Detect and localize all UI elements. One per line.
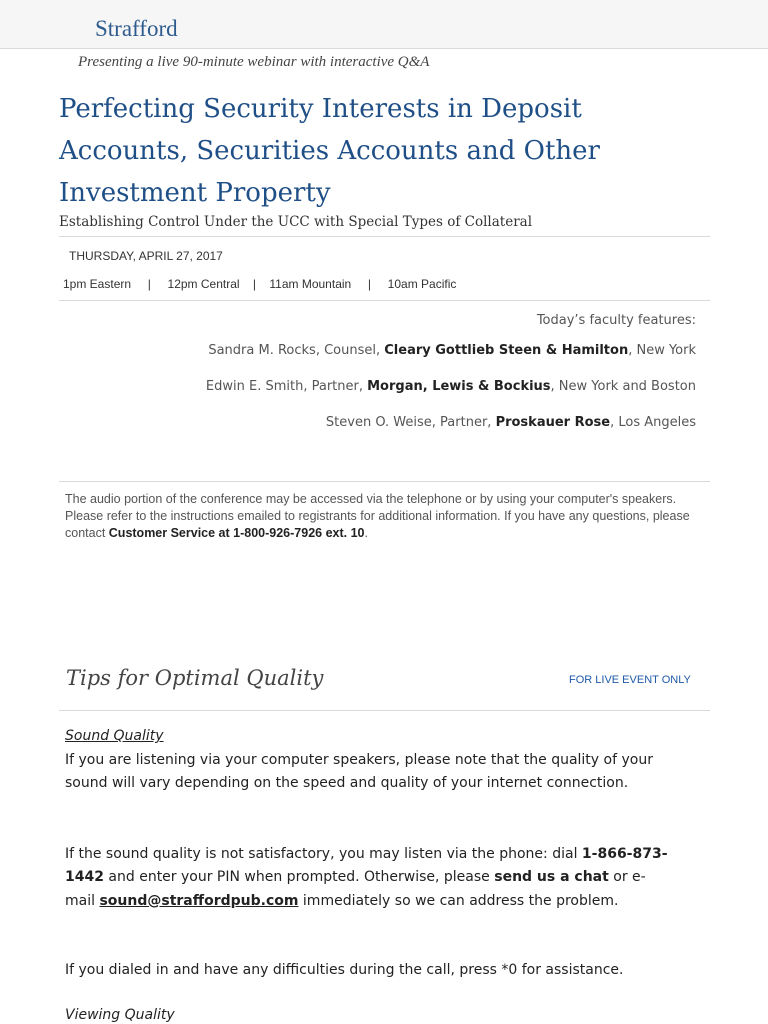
top-bar <box>0 0 768 49</box>
sound-paragraph-3: If you dialed in and have any difficulties during the call, press *0 for assistance. <box>65 962 624 978</box>
faculty-firm: Proskauer Rose <box>495 415 611 430</box>
sound-p2-text: or e-mail <box>65 869 646 909</box>
sound-p2-text: and enter your PIN when prompted. Otherwise, please <box>103 869 495 886</box>
webinar-subtitle: Establishing Control Under the UCC with Special Types of Collateral <box>59 214 533 230</box>
faculty-location: , New York <box>628 343 696 358</box>
time-eastern: 1pm Eastern <box>63 277 132 291</box>
time-separator: | <box>147 277 151 291</box>
time-pacific: 10am Pacific <box>387 277 457 291</box>
presenting-tagline: Presenting a live 90-minute webinar with interactive Q&A <box>78 54 430 70</box>
send-chat-link[interactable]: send us a chat <box>494 869 609 886</box>
tips-title: Tips for Optimal Quality <box>66 666 324 690</box>
webinar-title: Perfecting Security Interests in Deposit Accounts, Securities Accounts and Other Investment Property <box>59 94 600 208</box>
sound-email-link[interactable]: sound@straffordpub.com <box>99 892 299 909</box>
faculty-name-role: Edwin E. Smith, Partner, <box>205 379 368 394</box>
faculty-location: , New York and Boston <box>550 379 696 394</box>
faculty-firm: Morgan, Lewis & Bockius <box>367 379 551 394</box>
time-separator: | <box>252 277 257 291</box>
faculty-member <box>208 343 696 358</box>
divider <box>59 236 710 237</box>
faculty-name-role: Steven O. Weise, Partner, <box>325 415 496 430</box>
faculty-member <box>206 379 696 394</box>
viewing-quality-heading: Viewing Quality <box>65 1007 175 1023</box>
audio-note-text: The audio portion of the conference may be accessed via the telephone or by using your computer's speakers. Please refer to the instructions emailed to registrants for additional information. If you have any questions, please contact <box>65 492 690 540</box>
faculty-intro: Today’s faculty features: <box>536 313 696 328</box>
sound-paragraph-1: If you are listening via your computer speakers, please note that the quality of your sound will vary depending on the speed and quality of your internet connection. <box>65 752 653 792</box>
time-central: 12pm Central <box>167 277 240 291</box>
event-times <box>63 277 456 291</box>
faculty-location: , Los Angeles <box>610 415 696 430</box>
time-mountain: 11am Mountain <box>269 277 352 291</box>
divider <box>59 481 710 482</box>
sound-p2-text: immediately so we can address the problem. <box>298 892 619 909</box>
audio-note <box>65 491 705 542</box>
sound-quality-heading: Sound Quality <box>65 728 164 744</box>
customer-service-contact: Customer Service at 1-800-926-7926 ext. 10 <box>108 526 365 540</box>
faculty-name-role: Sandra M. Rocks, Counsel, <box>208 343 385 358</box>
faculty-firm: Cleary Gottlieb Steen & Hamilton <box>384 343 629 358</box>
event-date: THURSDAY, APRIL 27, 2017 <box>69 249 223 263</box>
audio-note-end: . <box>364 526 368 540</box>
strafford-logo: Strafford <box>95 16 178 41</box>
faculty-member <box>326 415 696 430</box>
live-event-only-label: FOR LIVE EVENT ONLY <box>569 674 691 686</box>
divider <box>59 710 710 711</box>
dial-in-phone: 1-866-873-1442 <box>65 846 668 886</box>
sound-paragraph-2 <box>65 843 675 913</box>
divider <box>59 300 710 301</box>
sound-p2-text: If the sound quality is not satisfactory, you may listen via the phone: dial <box>65 846 582 862</box>
time-separator: | <box>367 277 371 291</box>
